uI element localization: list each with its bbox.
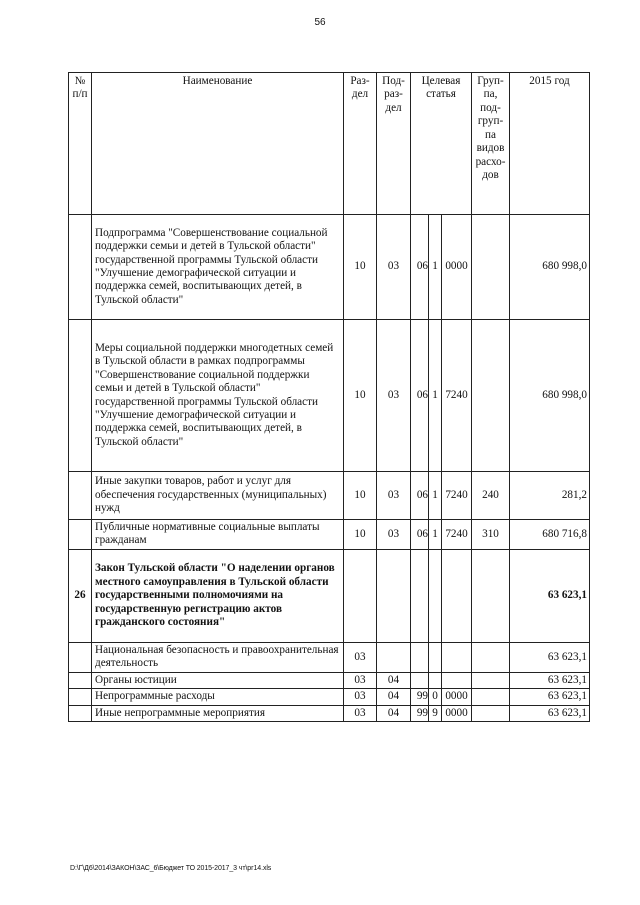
table-header-row (69, 73, 590, 215)
col-razdel-header: Раз- дел (344, 73, 377, 215)
row-amount-cell: 63 623,1 (510, 689, 590, 705)
col-year-header: 2015 год (510, 73, 590, 215)
row-target-part3-cell (442, 549, 472, 642)
row-group-cell (472, 215, 510, 320)
footer-file-path: D:\Г\Д6\2014\ЗАКОН\ЗАС_6\Бюджет ТО 2015-2017_3 чт\рг14.xls (70, 865, 272, 872)
row-name-cell: Публичные нормативные социальные выплаты гражданам (92, 520, 344, 550)
row-razdel-cell: 10 (344, 320, 377, 472)
row-target-part3-cell (442, 672, 472, 688)
row-target-part1-cell: 99 (411, 705, 429, 721)
row-podrazdel-cell: 04 (377, 705, 411, 721)
row-amount-cell: 63 623,1 (510, 642, 590, 672)
col-num-header: № п/п (69, 73, 92, 215)
row-num-cell (69, 520, 92, 550)
row-razdel-cell: 10 (344, 520, 377, 550)
table-row (69, 642, 590, 672)
row-group-cell (472, 642, 510, 672)
row-target-part3-cell: 0000 (442, 705, 472, 721)
row-target-part2-cell: 1 (429, 215, 442, 320)
row-podrazdel-cell: 04 (377, 672, 411, 688)
row-group-cell (472, 672, 510, 688)
row-amount-cell: 63 623,1 (510, 705, 590, 721)
row-amount-cell: 680 716,8 (510, 520, 590, 550)
row-name-cell: Меры социальной поддержки многодетных семей в Тульской области в рамках подпрограммы "Совершенствование социальной поддержки семьи и детей в Тульской области" государственной программы Тульской области "Улучшение демографической ситуации и поддержка семей, воспитывающих детей, в Тульской области" (92, 320, 344, 472)
row-podrazdel-cell: 03 (377, 472, 411, 520)
table-row (69, 520, 590, 550)
row-razdel-cell: 03 (344, 689, 377, 705)
row-num-cell (69, 689, 92, 705)
row-target-part3-cell (442, 642, 472, 672)
row-name-cell: Подпрограмма "Совершенствование социальной поддержки семьи и детей в Тульской области" государственной программы Тульской области "Улучшение демографической ситуации и поддержка семей, воспитывающих детей, в Тульской области" (92, 215, 344, 320)
row-target-part2-cell: 1 (429, 320, 442, 472)
row-num-cell (69, 705, 92, 721)
row-target-part2-cell: 1 (429, 472, 442, 520)
row-razdel-cell: 03 (344, 705, 377, 721)
table-row (69, 689, 590, 705)
row-target-part2-cell: 1 (429, 520, 442, 550)
table-row (69, 549, 590, 642)
row-name-cell: Иные непрограммные мероприятия (92, 705, 344, 721)
row-target-part3-cell: 7240 (442, 520, 472, 550)
row-target-part1-cell: 06 (411, 472, 429, 520)
row-podrazdel-cell: 03 (377, 215, 411, 320)
row-target-part1-cell: 06 (411, 215, 429, 320)
row-razdel-cell (344, 549, 377, 642)
col-podrazdel-header: Под- раз- дел (377, 73, 411, 215)
row-razdel-cell: 10 (344, 472, 377, 520)
table-row (69, 215, 590, 320)
row-name-cell: Органы юстиции (92, 672, 344, 688)
row-target-part1-cell (411, 672, 429, 688)
table-row (69, 705, 590, 721)
row-group-cell: 310 (472, 520, 510, 550)
row-razdel-cell: 03 (344, 672, 377, 688)
row-group-cell (472, 705, 510, 721)
col-name-header: Наименование (92, 73, 344, 215)
row-target-part3-cell: 7240 (442, 320, 472, 472)
row-podrazdel-cell: 03 (377, 520, 411, 550)
row-name-cell: Непрограммные расходы (92, 689, 344, 705)
row-amount-cell: 281,2 (510, 472, 590, 520)
row-group-cell: 240 (472, 472, 510, 520)
row-target-part2-cell: 0 (429, 689, 442, 705)
row-amount-cell: 680 998,0 (510, 320, 590, 472)
row-name-cell: Национальная безопасность и правоохранительная деятельность (92, 642, 344, 672)
row-podrazdel-cell (377, 549, 411, 642)
row-podrazdel-cell: 04 (377, 689, 411, 705)
row-razdel-cell: 03 (344, 642, 377, 672)
table-row (69, 320, 590, 472)
page-number: 56 (314, 17, 326, 28)
row-target-part1-cell: 06 (411, 320, 429, 472)
row-num-cell (69, 642, 92, 672)
row-target-part3-cell: 0000 (442, 689, 472, 705)
col-group-header: Груп- па, под- груп- па видов расхо- дов (472, 73, 510, 215)
row-razdel-cell: 10 (344, 215, 377, 320)
table-row (69, 672, 590, 688)
row-podrazdel-cell (377, 642, 411, 672)
row-target-part2-cell (429, 642, 442, 672)
row-target-part2-cell: 9 (429, 705, 442, 721)
row-num-cell (69, 320, 92, 472)
row-group-cell (472, 549, 510, 642)
row-num-cell (69, 215, 92, 320)
budget-table (68, 72, 590, 722)
row-target-part1-cell (411, 549, 429, 642)
row-podrazdel-cell: 03 (377, 320, 411, 472)
table-row (69, 472, 590, 520)
row-num-cell (69, 472, 92, 520)
row-target-part1-cell: 06 (411, 520, 429, 550)
row-name-cell: Иные закупки товаров, работ и услуг для обеспечения государственных (муниципальных) нужд (92, 472, 344, 520)
row-group-cell (472, 689, 510, 705)
row-target-part2-cell (429, 672, 442, 688)
row-group-cell (472, 320, 510, 472)
row-amount-cell: 63 623,1 (510, 672, 590, 688)
row-target-part1-cell (411, 642, 429, 672)
row-amount-cell: 680 998,0 (510, 215, 590, 320)
row-amount-cell: 63 623,1 (510, 549, 590, 642)
row-name-cell: Закон Тульской области "О наделении органов местного самоуправления в Тульской области государственными полномочиями на государственную регистрацию актов гражданского состояния" (92, 549, 344, 642)
col-target-header: Целевая статья (411, 73, 472, 215)
row-target-part3-cell: 7240 (442, 472, 472, 520)
row-num-cell: 26 (69, 549, 92, 642)
row-target-part1-cell: 99 (411, 689, 429, 705)
row-target-part2-cell (429, 549, 442, 642)
row-target-part3-cell: 0000 (442, 215, 472, 320)
row-num-cell (69, 672, 92, 688)
